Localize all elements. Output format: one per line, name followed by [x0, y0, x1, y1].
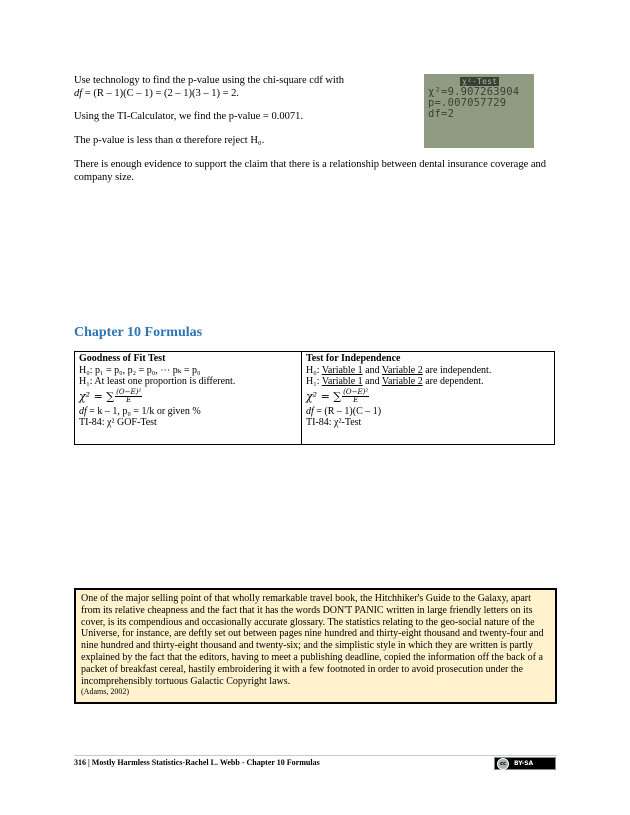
calculator-line-df: df=2 [428, 108, 455, 120]
ind-df-expr: = (R – 1)(C – 1) [313, 405, 382, 417]
ind-h0-var1: Variable 1 [321, 364, 363, 376]
independence-title: Test for Independence [306, 353, 401, 364]
reject-sentence: The p-value is less than α therefore reject H₀. [74, 135, 265, 146]
quote-text: One of the major selling point of that wholly remarkable travel book, the Hitchhiker's Guide to the Galaxy, apart from its relative cheapness and the fact that it has the words DON'T PANIC written in large friendly letters on its cover, is its compendious and occasionally accurate glossary. The statistics relating to the geo-social nature of the Universe, for instance, are deftly set out between pages nine hundred and thirty-eight thousand and twenty-four and nine hundred and thirty-eight thousand and twenty-six; and the simplistic style in which they are written is partly explained by the fact that the editors, having to meet a publishing deadline, copied the information off the back of a packet of breakfast cereal, hastily embroidering it with a few footnoted in order to avoid prosecution under the incomprehensibly tortuous Galactic Copyright laws. [81, 593, 544, 687]
gof-h1: H₁: At least one proportion is different. [79, 376, 236, 387]
df-expression: = (R – 1)(C – 1) = (2 – 1)(3 – 1) = 2. [82, 88, 240, 99]
gof-fraction [115, 389, 142, 404]
license-badge-text: BY-SA [514, 760, 534, 767]
calculator-header: χ²-Test [462, 77, 498, 86]
calculator-line-chi: χ²=9.907263904 [428, 86, 520, 98]
df-label: df [74, 88, 83, 99]
gof-chi-lhs: χ² = ∑ [79, 389, 115, 403]
footer-divider [74, 755, 557, 756]
calculator-sentence: Using the TI-Calculator, we find the p-value = 0.0071. [74, 111, 303, 122]
ind-h1-and: and [362, 376, 382, 387]
gof-ti84: TI-84: χ² GOF-Test [79, 417, 157, 428]
calculator-screen [424, 74, 534, 148]
gof-frac-num: (O−E)² [116, 388, 142, 396]
gof-h0: H₀: p₁ = p₀, p₂ = p₀, ⋯ pₖ = p₀ [79, 364, 201, 376]
independence-h1 [306, 376, 550, 388]
ind-fraction [342, 389, 369, 404]
ind-h0-prefix: H₀: [306, 364, 322, 376]
gof-df-expr: = k – 1, p₀ = 1/k or given % [86, 405, 201, 417]
gof-title: Goodness of Fit Test [79, 353, 166, 364]
license-badge [494, 757, 556, 770]
chapter-title: Chapter 10 Formulas [74, 325, 203, 340]
ind-h1-suffix: are dependent. [422, 376, 484, 387]
quote-box [74, 588, 557, 704]
ind-h0-and: and [362, 364, 382, 376]
ind-df-label: df [306, 405, 314, 417]
ind-h1-prefix: H₁: [306, 376, 322, 387]
formula-table [74, 351, 555, 445]
independence-h0 [306, 365, 550, 377]
gof-df [79, 406, 297, 418]
ind-h1-var2: Variable 2 [381, 376, 423, 387]
page-footer: 316 | Mostly Harmless Statistics-Rachel L. Webb - Chapter 10 Formulas [74, 758, 320, 767]
ind-chi-lhs: χ² = ∑ [306, 389, 342, 403]
ind-frac-num: (O−E)² [343, 388, 369, 396]
intro-line1: Use technology to find the p-value using the chi-square cdf with [74, 75, 345, 86]
ind-h1-var1: Variable 1 [321, 376, 363, 387]
conclusion-sentence: There is enough evidence to support the claim that there is a relationship between dental insurance coverage and company size. [74, 159, 547, 183]
gof-column [75, 352, 302, 444]
independence-ti84: TI-84: χ²-Test [306, 417, 362, 428]
ind-frac-den: E [353, 396, 359, 404]
intro-paragraph [74, 74, 344, 100]
gof-df-label: df [79, 405, 87, 417]
ind-h0-suffix: are independent. [422, 364, 492, 376]
independence-df [306, 406, 550, 418]
calculator-line-p: p=.007057729 [428, 97, 507, 109]
gof-frac-den: E [126, 396, 132, 404]
creative-commons-icon: cc [497, 758, 509, 770]
gof-chi-formula [79, 388, 297, 406]
ind-h0-var2: Variable 2 [381, 364, 423, 376]
quote-citation: (Adams, 2002) [81, 687, 129, 697]
independence-chi-formula [306, 388, 550, 406]
independence-column [302, 352, 554, 444]
